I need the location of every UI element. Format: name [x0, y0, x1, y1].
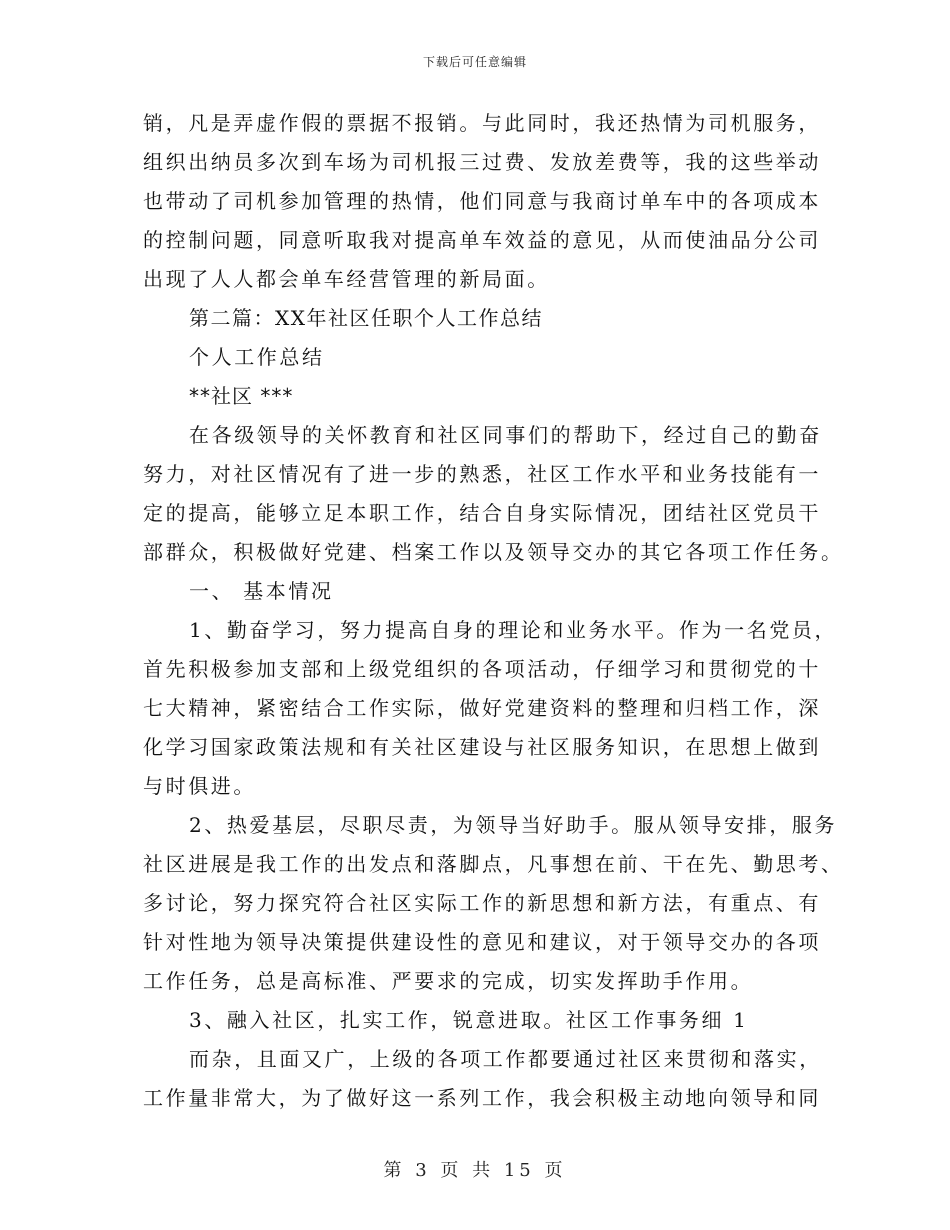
section-title: 第二篇：XX年社区任职个人工作总结	[189, 306, 543, 330]
paragraph-line: 的控制问题，同意听取我对提高单车效益的意见，从而使油品分公司	[143, 228, 821, 252]
paragraph-line: 而杂，且面又广，上级的各项工作都要通过社区来贯彻和落实，	[189, 1047, 822, 1071]
page-header-note: 下载后可任意编辑	[422, 55, 527, 69]
paragraph-line: 3、融入社区，扎实工作，锐意进取。社区工作事务细 1	[189, 1008, 749, 1032]
paragraph-line: 组织出纳员多次到车场为司机报三过费、发放差费等，我的这些举动	[143, 150, 821, 174]
paragraph-line: 也带动了司机参加管理的热情，他们同意与我商讨单车中的各项成本	[143, 189, 821, 213]
paragraph-line: 在各级领导的关怀教育和社区同事们的帮助下，经过自己的勤奋	[189, 423, 822, 447]
paragraph-line: 部群众，积极做好党建、档案工作以及领导交办的其它各项工作任务。	[143, 540, 844, 564]
document-title: 个人工作总结	[189, 345, 325, 369]
paragraph-line: 首先积极参加支部和上级党组织的各项活动，仔细学习和贯彻党的十	[143, 657, 821, 681]
paragraph-line: 出现了人人都会单车经营管理的新局面。	[143, 267, 550, 291]
author-line: **社区 ***	[189, 384, 294, 408]
paragraph-line: 工作量非常大，为了做好这一系列工作，我会积极主动地向领导和同	[143, 1086, 821, 1110]
paragraph-line: 销，凡是弄虚作假的票据不报销。与此同时，我还热情为司机服务，	[143, 111, 821, 135]
paragraph-line: 与时俱进。	[143, 774, 256, 798]
paragraph-line: 努力，对社区情况有了进一步的熟悉，社区工作水平和业务技能有一	[143, 462, 821, 486]
paragraph-line: 工作任务，总是高标准、严要求的完成，切实发挥助手作用。	[143, 969, 754, 993]
document-body	[143, 104, 844, 1118]
paragraph-line: 社区进展是我工作的出发点和落脚点，凡事想在前、干在先、勤思考、	[143, 852, 844, 876]
paragraph-line: 1、勤奋学习，努力提高自身的理论和业务水平。作为一名党员，	[189, 618, 838, 642]
paragraph-line: 定的提高，能够立足本职工作，结合自身实际情况，团结社区党员干	[143, 501, 821, 525]
paragraph-line: 化学习国家政策法规和有关社区建设与社区服务知识，在思想上做到	[143, 735, 821, 759]
paragraph-line: 多讨论，努力探究符合社区实际工作的新思想和新方法，有重点、有	[143, 891, 821, 915]
section-heading: 一、 基本情况	[189, 579, 334, 603]
paragraph-line: 针对性地为领导决策提供建设性的意见和建议，对于领导交办的各项	[143, 930, 821, 954]
page-number-footer: 第 3 页 共 15 页	[383, 1160, 567, 1181]
paragraph-line: 七大精神，紧密结合工作实际，做好党建资料的整理和归档工作，深	[143, 696, 821, 720]
paragraph-line: 2、热爱基层，尽职尽责，为领导当好助手。服从领导安排，服务	[189, 813, 838, 837]
